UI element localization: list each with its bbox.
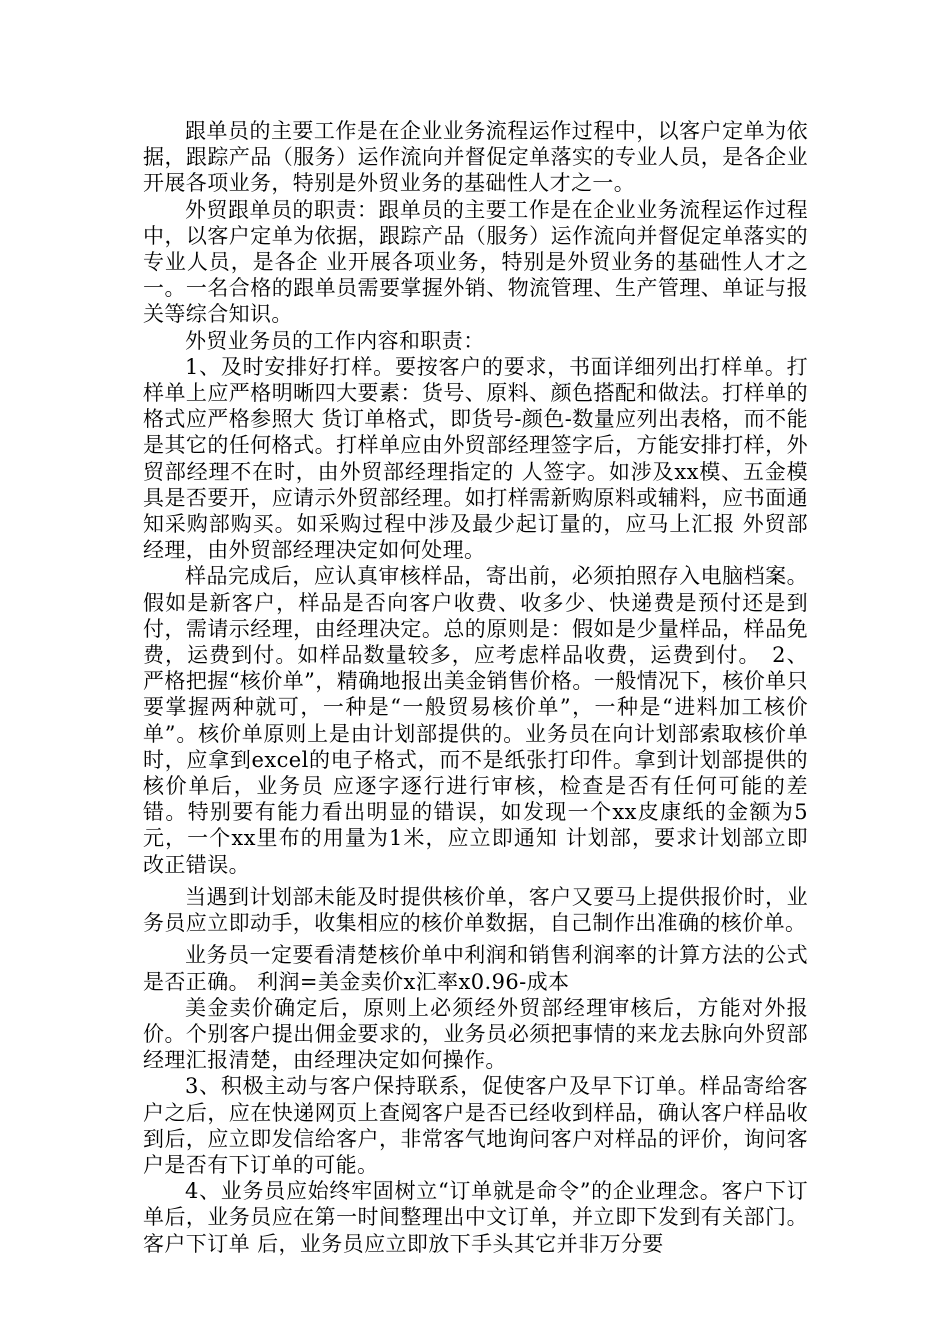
paragraph-sample-review: 样品完成后，应认真审核样品，寄出前，必须拍照存入电脑档案。假如是新客户，样品是否向客户收费、收多少、快递费是预付还是到付，需请示经理，由经理决定。总的原则是：假如是少量样品，样品免费，运费到付。如样品数量较多，应考虑样品收费，运费到付。 2、严格把握“核价单”，精确地报出美金销售价格。一般情况下，核价单只要掌握两种就可，一种是“一般贸易核价单”，一种是“进料加工核价 单”。核价单原则上是由计划部提供的。业务员在向计划部索取核价单时，应拿到excel的电子格式，而不是纸张打印件。拿到计划部提供的核价单后，业务员 应逐字逐行进行审核，检查是否有任何可能的差错。特别要有能力看出明显的错误，如发现一个xx皮康纸的金额为5元，一个xx里布的用量为1米，应立即通知 计划部，要求计划部立即改正错误。 (143, 564, 808, 877)
paragraph-salesperson-heading: 外贸业务员的工作内容和职责： (185, 328, 485, 353)
paragraph-merchandiser-duties: 外贸跟单员的职责：跟单员的主要工作是在企业业务流程运作过程中，以客户定单为依据，跟踪产品（服务）运作流向并督促定单落实的专业人员，是各企 业开展各项业务，特别是外贸业务的基础性人才之一。一名合格的跟单员需要掌握外销、物流管理、生产管理、单证与报关等综合知识。 (143, 197, 808, 327)
paragraph-item-1-sampling: 1、及时安排好打样。要按客户的要求，书面详细列出打样单。打样单上应严格明晰四大要素：货号、原料、颜色搭配和做法。打样单的格式应严格参照大 货订单格式，即货号-颜色-数量应列出表格，而不能是其它的任何格式。打样单应由外贸部经理签字后，方能安排打样，外贸部经理不在时，由外贸部经理指定的 人签字。如涉及xx模、五金模具是否要开，应请示外贸部经理。如打样需新购原料或辅料，应书面通知采购部购买。如采购过程中涉及最少起订量的，应马上汇报 外贸部经理，由外贸部经理决定如何处理。 (143, 354, 808, 563)
paragraph-price-approval: 美金卖价确定后，原则上必须经外贸部经理审核后，方能对外报价。个别客户提出佣金要求的，业务员必须把事情的来龙去脉向外贸部经理汇报清楚，由经理决定如何操作。 (143, 995, 808, 1073)
document-body (143, 118, 808, 1257)
paragraph-item-3-contact: 3、积极主动与客户保持联系，促使客户及早下订单。样品寄给客户之后，应在快递网页上查阅客户是否已经收到样品，确认客户样品收到后，应立即发信给客户，非常客气地询问客户对样品的评价，询问客户是否有下订单的可能。 (143, 1074, 808, 1177)
paragraph-item-4-orders: 4、业务员应始终牢固树立“订单就是命令”的企业理念。客户下订单后，业务员应在第一时间整理出中文订单，并立即下发到有关部门。客户下订单 后，业务员应立即放下手头其它并非万分要 (143, 1179, 808, 1256)
paragraph-intro: 跟单员的主要工作是在企业业务流程运作过程中，以客户定单为依据，跟踪产品（服务）运作流向并督促定单落实的专业人员，是各企业开展各项业务，特别是外贸业务的基础性人才之一。 (143, 119, 808, 196)
paragraph-profit-formula: 业务员一定要看清楚核价单中利润和销售利润率的计算方法的公式是否正确。 利润=美金卖价x汇率x0.96-成本 (143, 943, 808, 994)
paragraph-pricing-delay: 当遇到计划部未能及时提供核价单，客户又要马上提供报价时，业务员应立即动手，收集相应的核价单数据，自己制作出准确的核价单。 (143, 884, 808, 936)
